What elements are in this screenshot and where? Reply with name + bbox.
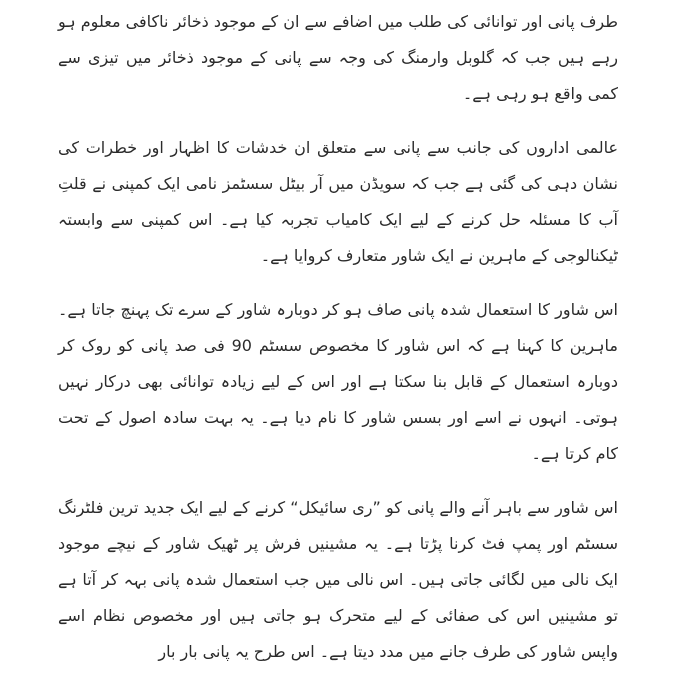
paragraph-demand: طرف پانی اور توانائی کی طلب میں اضافے سے ان کے موجود ذخائر ناکافی معلوم ہو رہے ہیں جب کہ گلوبل وارمنگ کی وجہ سے پانی کے موجود ذخائر میں تیزی سے کمی واقع ہو رہی ہے۔ [58, 12, 618, 103]
paragraph-shower-system: اس شاور کا استعمال شدہ پانی صاف ہو کر دوبارہ شاور کے سرے تک پہنچ جاتا ہے۔ ماہرین کا کہنا ہے کہ اس شاور کا مخصوص سسٹم 90 فی صد پانی کو روک کر دوبارہ استعمال کے قابل بنا سکتا ہے اور اس کے لیے زیادہ توانائی بھی درکار نہیں ہوتی۔ انہوں نے اسے اور بسس شاور کا نام دیا ہے۔ یہ بہت سادہ اصول کے تحت کام کرتا ہے۔ [58, 300, 618, 463]
paragraph-sweden-company: عالمی اداروں کی جانب سے پانی سے متعلق ان خدشات کا اظہار اور خطرات کی نشان دہی کی گئی ہے جب کہ سویڈن میں آر بیٹل سسٹمز نامی ایک کمپنی نے قلتِ آب کا مسئلہ حل کرنے کے لیے ایک کامیاب تجربہ کیا ہے۔ اس کمپنی سے وابستہ ٹیکنالوجی کے ماہرین نے ایک شاور متعارف کروایا ہے۔ [58, 138, 618, 265]
article-body [58, 0, 618, 688]
paragraph-recycling: اس شاور سے باہر آنے والے پانی کو ”ری سائیکل“ کرنے کے لیے ایک جدید ترین فلٹرنگ سسٹم اور پمپ فٹ کرنا پڑتا ہے۔ یہ مشینیں فرش پر ٹھیک شاور کے نیچے موجود ایک نالی میں لگائی جاتی ہیں۔ اس نالی میں جب استعمال شدہ پانی بہہ کر آتا ہے تو مشینیں اس کی صفائی کے لیے متحرک ہو جاتی ہیں اور مخصوص نظام اسے واپس شاور کی طرف جانے میں مدد دیتا ہے۔ اس طرح یہ پانی بار بار [58, 498, 618, 661]
